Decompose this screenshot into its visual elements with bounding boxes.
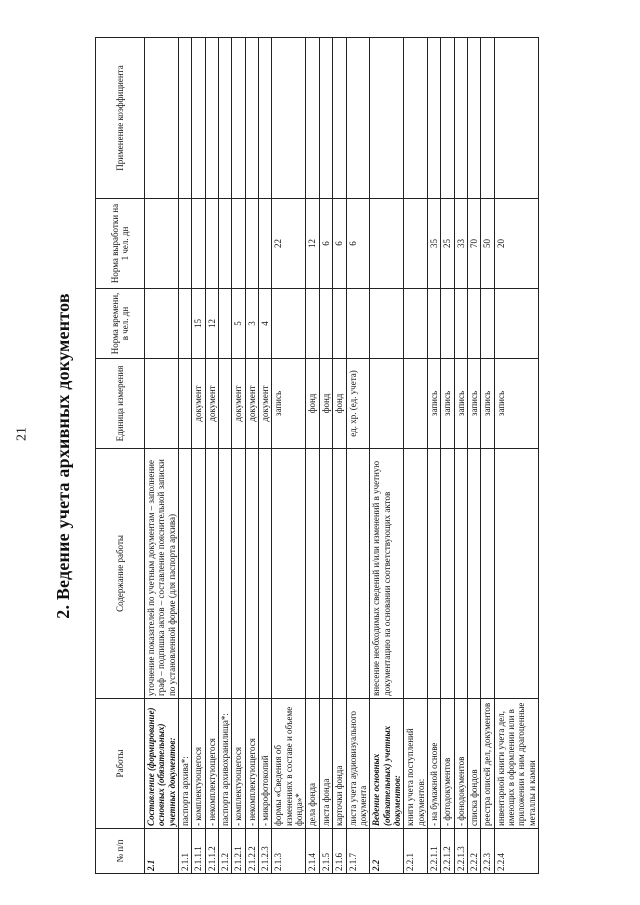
table-row <box>333 38 346 874</box>
cell-time-norm: 15 <box>192 289 205 359</box>
cell-coef <box>179 38 192 199</box>
cell-coef <box>306 38 319 199</box>
cell-unit: запись <box>494 359 538 449</box>
cell-unit: запись <box>467 359 480 449</box>
cell-num: 2.1.5 <box>319 829 332 874</box>
cell-coef <box>346 38 370 199</box>
cell-content <box>205 449 218 699</box>
cell-output-norm <box>404 199 428 289</box>
cell-output-norm: 6 <box>333 199 346 289</box>
cell-unit: документ <box>205 359 218 449</box>
cell-output-norm: 50 <box>481 199 494 289</box>
cell-coef <box>481 38 494 199</box>
cell-output-norm: 6 <box>346 199 370 289</box>
cell-time-norm <box>370 289 404 359</box>
cell-work: дела фонда <box>306 699 319 829</box>
rotated-page <box>53 38 604 874</box>
cell-num: 2.1.6 <box>333 829 346 874</box>
cell-content <box>272 449 306 699</box>
cell-time-norm <box>481 289 494 359</box>
cell-coef <box>467 38 480 199</box>
cell-content <box>467 449 480 699</box>
table-row <box>370 38 404 874</box>
cell-content <box>259 449 272 699</box>
header-output-norm: Норма выработки на 1 чел. дн <box>96 199 145 289</box>
cell-num: 2.2.1 <box>404 829 428 874</box>
cell-unit <box>370 359 404 449</box>
cell-unit: запись <box>427 359 440 449</box>
cell-content <box>454 449 467 699</box>
cell-content: уточнение показателей по учетным документам – заполнение граф – подпишка актов – составление пояснительной записки по установленной форме (для паспорта архива) <box>145 449 179 699</box>
cell-work: списка фондов <box>467 699 480 829</box>
cell-coef <box>454 38 467 199</box>
cell-content <box>333 449 346 699</box>
cell-output-norm <box>232 199 245 289</box>
cell-time-norm <box>145 289 179 359</box>
cell-num: 2.1.3 <box>272 829 306 874</box>
cell-time-norm <box>306 289 319 359</box>
cell-num: 2.2.4 <box>494 829 538 874</box>
cell-time-norm <box>272 289 306 359</box>
cell-time-norm <box>346 289 370 359</box>
cell-coef <box>232 38 245 199</box>
table-row <box>145 38 179 874</box>
cell-coef <box>370 38 404 199</box>
cell-time-norm <box>441 289 454 359</box>
cell-coef <box>192 38 205 199</box>
cell-time-norm <box>319 289 332 359</box>
cell-num: 2.2.2 <box>467 829 480 874</box>
cell-time-norm <box>179 289 192 359</box>
cell-output-norm <box>370 199 404 289</box>
cell-work: - комплектующегося <box>192 699 205 829</box>
cell-unit: фонд <box>306 359 319 449</box>
cell-num: 2.2.1.3 <box>454 829 467 874</box>
cell-coef <box>427 38 440 199</box>
cell-work: паспорта архива*: <box>179 699 192 829</box>
cell-work: книги учета поступлений документов: <box>404 699 428 829</box>
table-row <box>404 38 428 874</box>
header-time-norm: Норма времени, в чел. дн <box>96 289 145 359</box>
cell-content: внесение необходимых сведений и/или изменений в учетную документацию на основании соответствующих актов <box>370 449 404 699</box>
cell-time-norm: 12 <box>205 289 218 359</box>
cell-work: листа фонда <box>319 699 332 829</box>
cell-time-norm <box>404 289 428 359</box>
table-row <box>179 38 192 874</box>
table-row <box>346 38 370 874</box>
cell-num: 2.2.3 <box>481 829 494 874</box>
cell-unit: фонд <box>319 359 332 449</box>
cell-output-norm: 33 <box>454 199 467 289</box>
cell-num: 2.1.2.1 <box>232 829 245 874</box>
header-num: № п/п <box>96 829 145 874</box>
cell-content <box>245 449 258 699</box>
cell-content <box>219 449 232 699</box>
cell-work: инвентарной книги учета дел, имеющих в оформлении или в приложении к ним драгоценные металлы и камни <box>494 699 538 829</box>
cell-num: 2.2.1.2 <box>441 829 454 874</box>
cell-num: 2.1.2.2 <box>245 829 258 874</box>
table-row <box>454 38 467 874</box>
cell-work: - микрофотокопий <box>259 699 272 829</box>
page-number: 21 <box>14 427 30 441</box>
cell-work: - комплектующегося <box>232 699 245 829</box>
cell-num: 2.1 <box>145 829 179 874</box>
cell-coef <box>245 38 258 199</box>
table-row <box>245 38 258 874</box>
cell-num: 2.1.4 <box>306 829 319 874</box>
cell-num: 2.1.2 <box>219 829 232 874</box>
cell-work: - на бумажной основе <box>427 699 440 829</box>
cell-output-norm: 22 <box>272 199 306 289</box>
cell-work: - некомплектующегося <box>245 699 258 829</box>
cell-work: - некомплектующегося <box>205 699 218 829</box>
cell-unit: ед. хр. (ед. учета) <box>346 359 370 449</box>
section-title: 2. Ведение учета архивных документов <box>53 293 73 619</box>
table-row <box>306 38 319 874</box>
norms-table <box>95 37 539 874</box>
cell-time-norm <box>427 289 440 359</box>
cell-output-norm <box>205 199 218 289</box>
cell-unit <box>404 359 428 449</box>
cell-output-norm <box>192 199 205 289</box>
cell-coef <box>333 38 346 199</box>
cell-num: 2.1.1.1 <box>192 829 205 874</box>
table-row <box>232 38 245 874</box>
cell-output-norm <box>145 199 179 289</box>
cell-unit: документ <box>245 359 258 449</box>
cell-work: реестра описей дел, документов <box>481 699 494 829</box>
header-unit: Единица измерения <box>96 359 145 449</box>
cell-content <box>179 449 192 699</box>
cell-output-norm <box>245 199 258 289</box>
cell-unit <box>219 359 232 449</box>
cell-unit: документ <box>259 359 272 449</box>
cell-unit: запись <box>481 359 494 449</box>
cell-content <box>494 449 538 699</box>
cell-coef <box>319 38 332 199</box>
cell-time-norm <box>454 289 467 359</box>
cell-time-norm: 3 <box>245 289 258 359</box>
cell-unit: запись <box>272 359 306 449</box>
cell-output-norm <box>179 199 192 289</box>
header-coef: Применение коэффициента <box>96 38 145 199</box>
cell-unit: документ <box>192 359 205 449</box>
cell-time-norm <box>494 289 538 359</box>
cell-content <box>427 449 440 699</box>
table-row <box>481 38 494 874</box>
table-header-row <box>96 38 145 874</box>
cell-work: Составление (формирование) основных (обязательных) учетных документов: <box>145 699 179 829</box>
cell-time-norm: 5 <box>232 289 245 359</box>
table-row <box>319 38 332 874</box>
cell-coef <box>441 38 454 199</box>
cell-unit: запись <box>441 359 454 449</box>
cell-unit: фонд <box>333 359 346 449</box>
cell-output-norm: 12 <box>306 199 319 289</box>
cell-content <box>306 449 319 699</box>
cell-num: 2.1.2.3 <box>259 829 272 874</box>
cell-coef <box>145 38 179 199</box>
cell-content <box>319 449 332 699</box>
cell-output-norm: 6 <box>319 199 332 289</box>
table-row <box>259 38 272 874</box>
cell-coef <box>494 38 538 199</box>
table-row <box>192 38 205 874</box>
cell-num: 2.2 <box>370 829 404 874</box>
cell-output-norm: 70 <box>467 199 480 289</box>
table-body <box>145 38 539 874</box>
cell-time-norm <box>467 289 480 359</box>
cell-work: карточки фонда <box>333 699 346 829</box>
cell-time-norm: 4 <box>259 289 272 359</box>
cell-output-norm: 35 <box>427 199 440 289</box>
cell-content <box>192 449 205 699</box>
table-row <box>272 38 306 874</box>
cell-unit: документ <box>232 359 245 449</box>
cell-num: 2.1.1.2 <box>205 829 218 874</box>
cell-work: - фотодокументов <box>441 699 454 829</box>
cell-coef <box>404 38 428 199</box>
cell-content <box>481 449 494 699</box>
header-content: Содержание работы <box>96 449 145 699</box>
cell-coef <box>272 38 306 199</box>
cell-work: паспорта архивохранилища*: <box>219 699 232 829</box>
header-work: Работы <box>96 699 145 829</box>
cell-output-norm: 25 <box>441 199 454 289</box>
cell-unit: запись <box>454 359 467 449</box>
cell-output-norm <box>219 199 232 289</box>
cell-coef <box>259 38 272 199</box>
cell-content <box>346 449 370 699</box>
cell-content <box>232 449 245 699</box>
cell-output-norm: 20 <box>494 199 538 289</box>
cell-time-norm <box>219 289 232 359</box>
table-row <box>219 38 232 874</box>
cell-time-norm <box>333 289 346 359</box>
cell-work: листа учета аудиовизуального документа <box>346 699 370 829</box>
cell-output-norm <box>259 199 272 289</box>
cell-work: - фонодокументов <box>454 699 467 829</box>
cell-unit <box>179 359 192 449</box>
table-row <box>467 38 480 874</box>
cell-content <box>441 449 454 699</box>
cell-num: 2.1.7 <box>346 829 370 874</box>
cell-num: 2.2.1.1 <box>427 829 440 874</box>
cell-coef <box>205 38 218 199</box>
cell-work: Ведение основных (обязательных) учетных документов: <box>370 699 404 829</box>
table-row <box>427 38 440 874</box>
table-row <box>494 38 538 874</box>
cell-unit <box>145 359 179 449</box>
table-row <box>205 38 218 874</box>
cell-num: 2.1.1 <box>179 829 192 874</box>
cell-coef <box>219 38 232 199</box>
table-row <box>441 38 454 874</box>
cell-content <box>404 449 428 699</box>
cell-work: формы «Сведения об изменениях в составе и объеме фонда»* <box>272 699 306 829</box>
